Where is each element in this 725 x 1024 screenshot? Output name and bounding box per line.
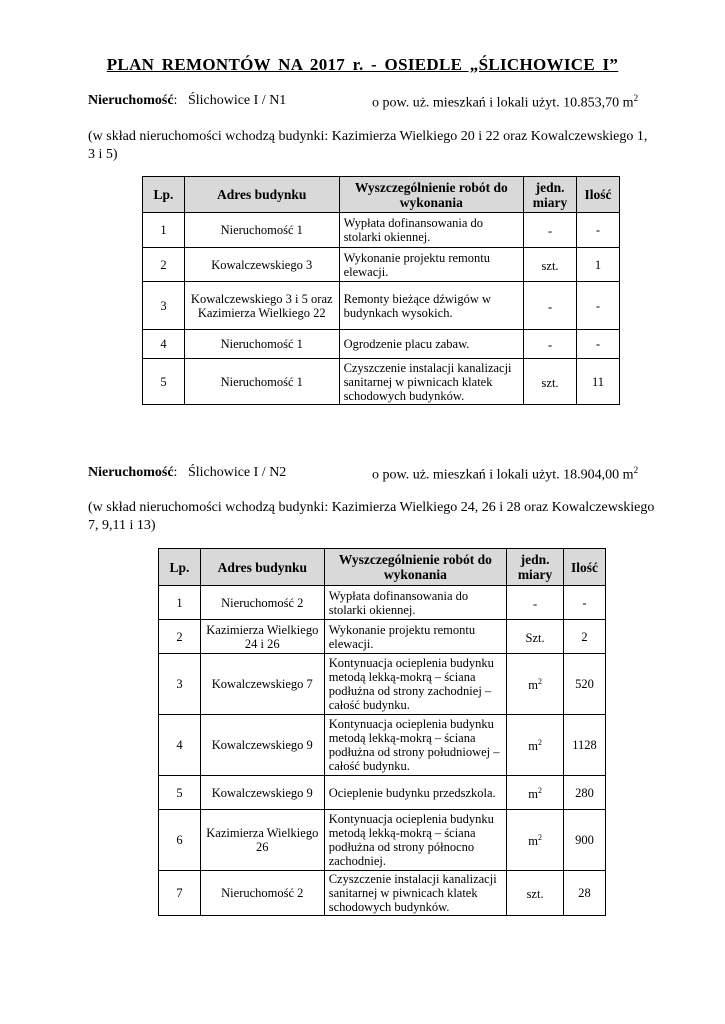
cell-adres: Nieruchomość 1 xyxy=(184,330,339,359)
cell-lp: 7 xyxy=(159,871,201,916)
table-row xyxy=(159,586,606,620)
cell-ilosc: 1 xyxy=(577,248,620,282)
cell-jm: $m^2$ xyxy=(507,776,564,810)
cell-adres: Kazimierza Wielkiego 24 i 26 xyxy=(200,620,324,654)
cell-opis: Kontynuacja ocieplenia budynku metodą lekką-mokrą – ściana podłużna od strony zachodniej – całość budynku. xyxy=(324,654,506,715)
cell-lp: 1 xyxy=(159,586,201,620)
area-text: o pow. uż. mieszkań i lokali użyt. 18.904,00 m xyxy=(372,467,634,483)
header-lp: Lp. xyxy=(143,177,185,213)
cell-opis: Kontynuacja ocieplenia budynku metodą lekką-mokrą – ściana podłużna od strony północno zachodniej. xyxy=(324,810,506,871)
cell-ilosc: - xyxy=(577,330,620,359)
table-row xyxy=(159,654,606,715)
cell-ilosc: 11 xyxy=(577,359,620,405)
table-row xyxy=(159,715,606,776)
cell-ilosc: - xyxy=(577,282,620,330)
cell-opis: Kontynuacja ocieplenia budynku metodą lekką-mokrą – ściana podłużna od strony południowej – całość budynku. xyxy=(324,715,506,776)
composition-line: (w skład nieruchomości wchodzą budynki: Kazimierza Wielkiego 24, 26 i 28 oraz Kowalczewskiego xyxy=(88,500,655,515)
header-ilosc: Ilość xyxy=(564,549,606,586)
cell-lp: 3 xyxy=(143,282,185,330)
property-composition-n1 xyxy=(88,128,688,164)
composition-line: 3 i 5) xyxy=(88,147,118,162)
cell-jm: - xyxy=(524,282,577,330)
cell-opis: Remonty bieżące dźwigów w budynkach wysokich. xyxy=(339,282,524,330)
cell-opis: Wykonanie projektu remontu elewacji. xyxy=(339,248,524,282)
cell-ilosc: - xyxy=(577,213,620,248)
cell-opis: Ogrodzenie placu zabaw. xyxy=(339,330,524,359)
property-line-n2 xyxy=(88,465,639,483)
header-jm: jedn. miary xyxy=(507,549,564,586)
area-sup: 2 xyxy=(633,93,639,103)
cell-adres: Kowalczewskiego 9 xyxy=(200,776,324,810)
cell-jm: Szt. xyxy=(507,620,564,654)
cell-jm: szt. xyxy=(507,871,564,916)
property-colon: : xyxy=(173,93,178,108)
cell-lp: 2 xyxy=(143,248,185,282)
cell-ilosc: 1128 xyxy=(564,715,606,776)
cell-jm: - xyxy=(507,586,564,620)
cell-jm: - xyxy=(524,330,577,359)
cell-ilosc: - xyxy=(564,586,606,620)
cell-adres: Kowalczewskiego 3 xyxy=(184,248,339,282)
header-lp: Lp. xyxy=(159,549,201,586)
cell-jm: $m^2$ xyxy=(507,810,564,871)
property-area xyxy=(372,465,638,484)
cell-jm: $m^2$ xyxy=(507,715,564,776)
cell-opis: Wypłata dofinansowania do stolarki okiennej. xyxy=(339,213,524,248)
cell-opis: Wypłata dofinansowania do stolarki okiennej. xyxy=(324,586,506,620)
cell-ilosc: 280 xyxy=(564,776,606,810)
cell-lp: 2 xyxy=(159,620,201,654)
cell-lp: 5 xyxy=(159,776,201,810)
area-text: o pow. uż. mieszkań i lokali użyt. 10.853,70 m xyxy=(372,95,634,111)
cell-adres: Kowalczewskiego 9 xyxy=(200,715,324,776)
cell-adres: Kowalczewskiego 3 i 5 oraz Kazimierza Wielkiego 22 xyxy=(184,282,339,330)
table-row xyxy=(143,359,620,405)
table-row xyxy=(143,330,620,359)
property-colon: : xyxy=(173,465,178,480)
header-ilosc: Ilość xyxy=(577,177,620,213)
cell-ilosc: 900 xyxy=(564,810,606,871)
cell-adres: Kowalczewskiego 7 xyxy=(200,654,324,715)
cell-ilosc: 520 xyxy=(564,654,606,715)
table-row xyxy=(159,620,606,654)
document-title: PLAN REMONTÓW NA 2017 r. - OSIEDLE „ŚLICHOWICE I” xyxy=(106,55,619,74)
header-adres: Adres budynku xyxy=(200,549,324,586)
header-opis: Wyszczególnienie robót do wykonania xyxy=(324,549,506,586)
cell-ilosc: 28 xyxy=(564,871,606,916)
cell-lp: 4 xyxy=(159,715,201,776)
cell-jm: $m^2$ xyxy=(507,654,564,715)
cell-adres: Nieruchomość 1 xyxy=(184,359,339,405)
table-row xyxy=(159,871,606,916)
cell-lp: 5 xyxy=(143,359,185,405)
composition-line: 7, 9,11 i 13) xyxy=(88,518,156,533)
header-adres: Adres budynku xyxy=(184,177,339,213)
table-row xyxy=(159,776,606,810)
property-composition-n2 xyxy=(88,499,688,535)
property-area xyxy=(372,93,638,112)
cell-adres: Nieruchomość 2 xyxy=(200,871,324,916)
composition-line: (w skład nieruchomości wchodzą budynki: Kazimierza Wielkiego 20 i 22 oraz Kowalczewskiego 1, xyxy=(88,129,648,144)
table-row xyxy=(143,282,620,330)
cell-opis: Czyszczenie instalacji kanalizacji sanitarnej w piwnicach klatek schodowych budynków. xyxy=(339,359,524,405)
cell-opis: Czyszczenie instalacji kanalizacji sanitarnej w piwnicach klatek schodowych budynków. xyxy=(324,871,506,916)
table-row xyxy=(143,213,620,248)
cell-lp: 1 xyxy=(143,213,185,248)
cell-opis: Wykonanie projektu remontu elewacji. xyxy=(324,620,506,654)
table-header-row xyxy=(159,549,606,586)
property-label: Nieruchomość xyxy=(88,465,174,480)
cell-jm: szt. xyxy=(524,359,577,405)
table-row xyxy=(143,248,620,282)
header-jm: jedn. miary xyxy=(524,177,577,213)
cell-adres: Nieruchomość 2 xyxy=(200,586,324,620)
cell-opis: Ocieplenie budynku przedszkola. xyxy=(324,776,506,810)
works-table-n1 xyxy=(142,176,620,405)
property-name: Ślichowice I / N1 xyxy=(187,93,287,108)
table-row xyxy=(159,810,606,871)
cell-ilosc: 2 xyxy=(564,620,606,654)
cell-adres: Kazimierza Wielkiego 26 xyxy=(200,810,324,871)
area-sup: 2 xyxy=(633,465,639,475)
property-label: Nieruchomość xyxy=(88,93,174,108)
cell-adres: Nieruchomość 1 xyxy=(184,213,339,248)
cell-lp: 4 xyxy=(143,330,185,359)
header-opis: Wyszczególnienie robót do wykonania xyxy=(339,177,524,213)
works-table-n2 xyxy=(158,548,606,916)
cell-lp: 6 xyxy=(159,810,201,871)
cell-lp: 3 xyxy=(159,654,201,715)
property-line-n1 xyxy=(88,93,639,111)
table-header-row xyxy=(143,177,620,213)
property-name: Ślichowice I / N2 xyxy=(187,465,287,480)
cell-jm: - xyxy=(524,213,577,248)
cell-jm: szt. xyxy=(524,248,577,282)
